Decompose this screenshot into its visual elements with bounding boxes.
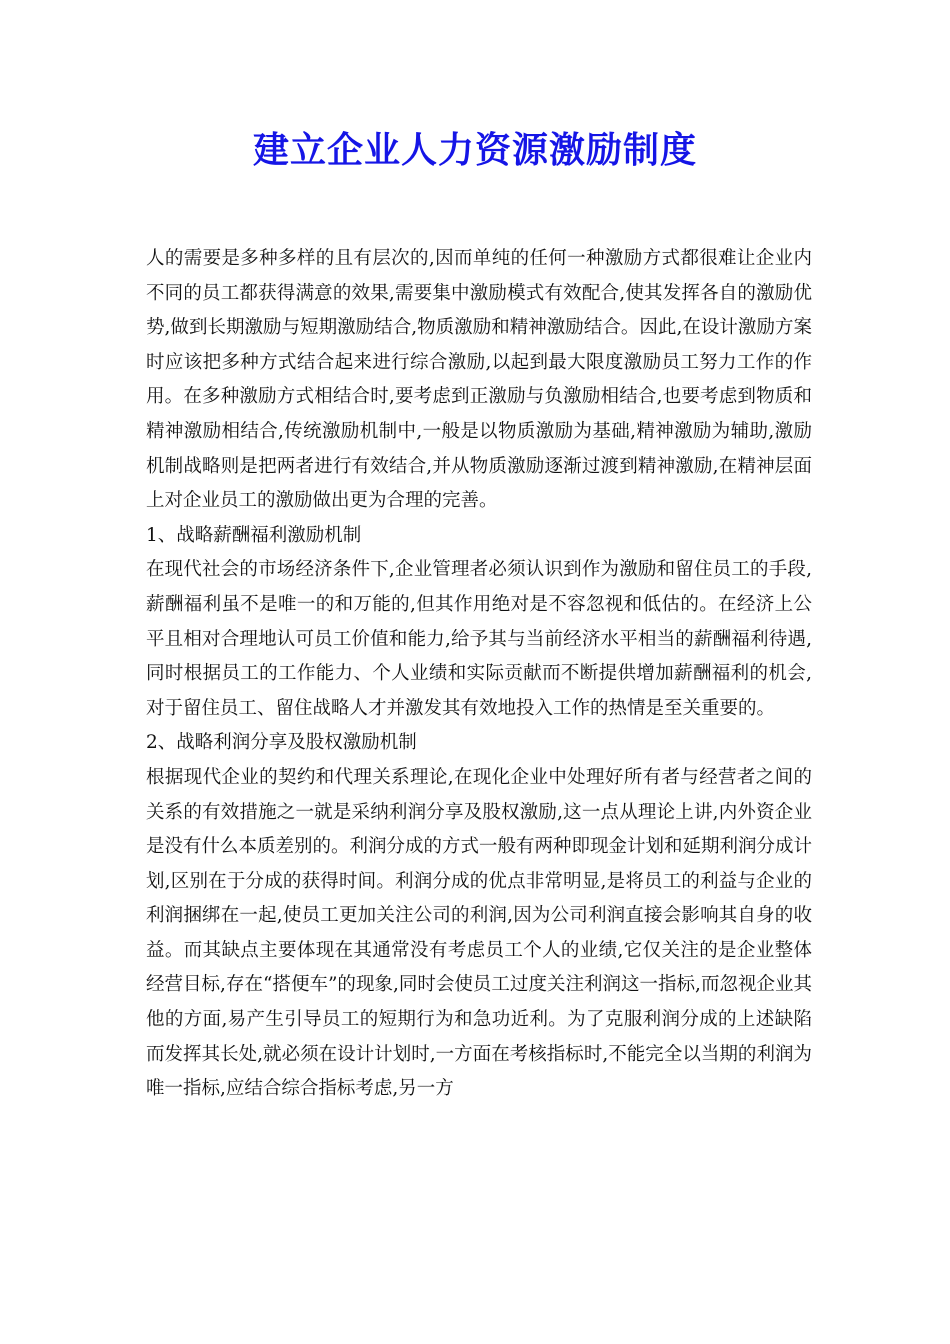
document-body — [146, 242, 812, 1107]
document-title: 建立企业人力资源激励制度 — [252, 130, 697, 171]
section-heading-2: 2、战略利润分享及股权激励机制 — [146, 732, 417, 754]
section-1-paragraph: 在现代社会的市场经济条件下,企业管理者必须认识到作为激励和留住员工的手段,薪酬福利虽不是唯一的和万能的,但其作用绝对是不容忽视和低估的。在经济上公平且相对合理地认可员工价值和能力,给予其与当前经济水平相当的薪酬福利待遇,同时根据员工的工作能力、个人业绩和实际贡献而不断提供增加薪酬福利的机会,对于留住员工、留住战略人才并激发其有效地投入工作的热情是至关重要的。 — [146, 559, 812, 719]
intro-paragraph: 人的需要是多种多样的且有层次的,因而单纯的任何一种激励方式都很难让企业内不同的员工都获得满意的效果,需要集中激励模式有效配合,使其发挥各自的激励优势,做到长期激励与短期激励结合,物质激励和精神激励结合。因此,在设计激励方案时应该把多种方式结合起来进行综合激励,以起到最大限度激励员工努力工作的作用。在多种激励方式相结合时,要考虑到正激励与负激励相结合,也要考虑到物质和精神激励相结合,传统激励机制中,一般是以物质激励为基础,精神激励为辅助,激励机制战略则是把两者进行有效结合,并从物质激励逐渐过渡到精神激励,在精神层面上对企业员工的激励做出更为合理的完善。 — [146, 248, 812, 512]
section-heading-1: 1、战略薪酬福利激励机制 — [146, 524, 362, 546]
section-2-paragraph: 根据现代企业的契约和代理关系理论,在现化企业中处理好所有者与经营者之间的关系的有效措施之一就是采纳利润分享及股权激励,这一点从理论上讲,内外资企业是没有什么本质差别的。利润分成的方式一般有两种即现金计划和延期利润分成计划,区别在于分成的获得时间。利润分成的优点非常明显,是将员工的利益与企业的利润捆绑在一起,使员工更加关注公司的利润,因为公司利润直接会影响其自身的收益。而其缺点主要体现在其通常没有考虑员工个人的业绩,它仅关注的是企业整体经营目标,存在“搭便车”的现象,同时会使员工过度关注利润这一指标,而忽视企业其他的方面,易产生引导员工的短期行为和急功近利。为了克服利润分成的上述缺陷而发挥其长处,就必须在设计计划时,一方面在考核指标时,不能完全以当期的利润为唯一指标,应结合综合指标考虑,另一方 — [146, 766, 813, 1100]
